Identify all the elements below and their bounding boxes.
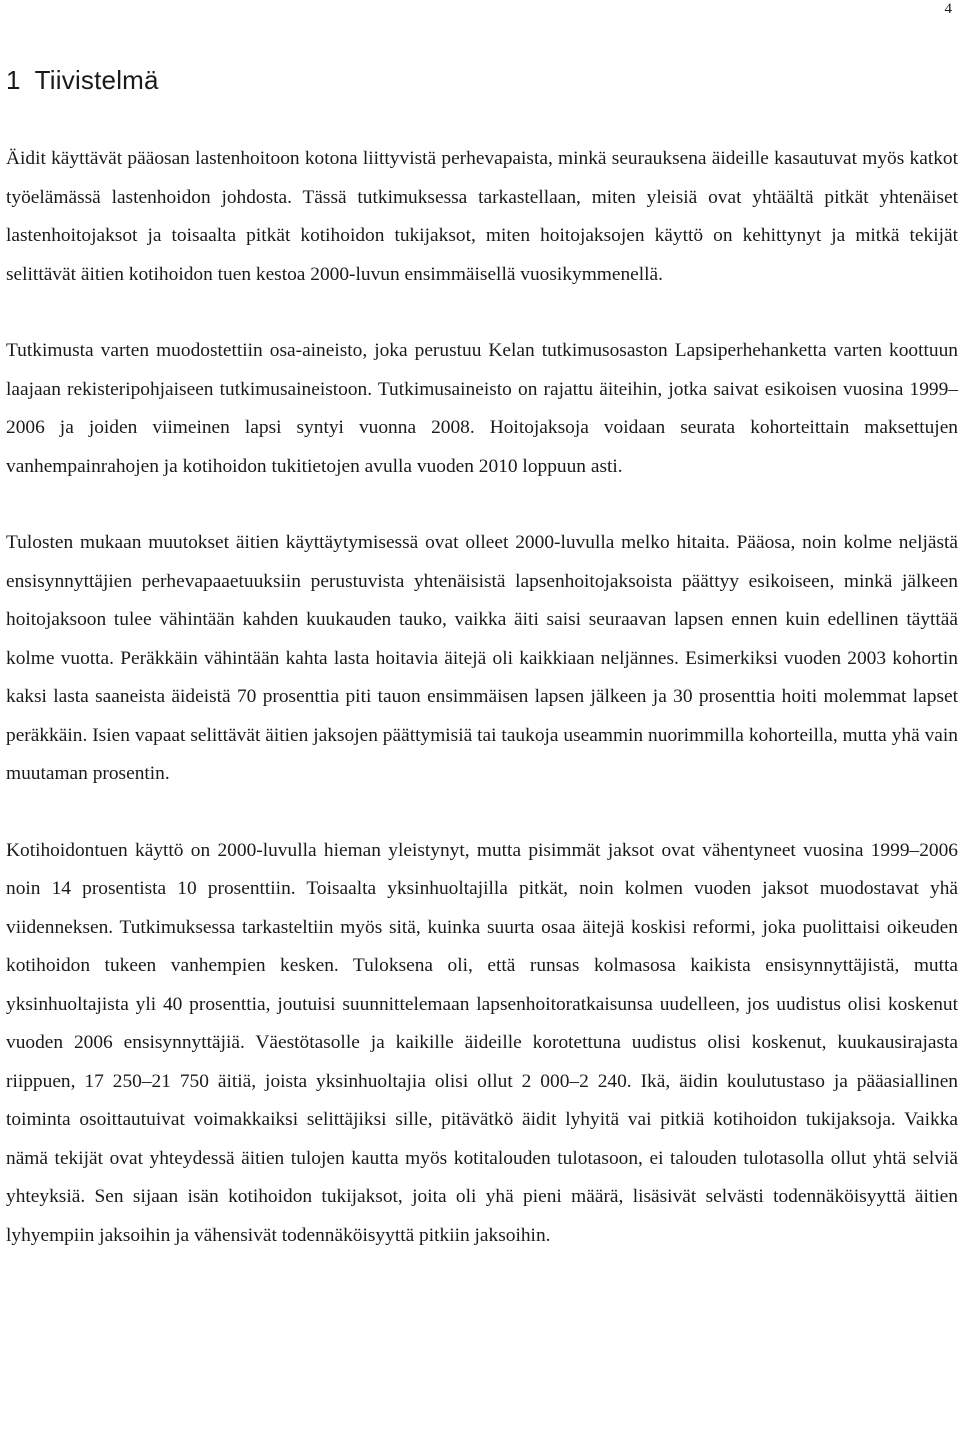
section-title: Tiivistelmä (34, 65, 159, 95)
section-heading (6, 62, 159, 98)
paragraph-intro: Äidit käyttävät pääosan lastenhoitoon kotona liittyvistä perhevapaista, minkä seurauksena äideille kasautuvat myös katkot työelämässä lastenhoidon johdosta. Tässä tutkimuksessa tarkastellaan, miten yleisiä ovat yhtäältä pitkät yhtenäiset lastenhoitojaksot ja toisaalta pitkät kotihoidon tukijaksot, miten hoitojaksojen käyttö on kehittynyt ja mitkä tekijät selittävät äitien kotihoidon tuen kestoa 2000-luvun ensimmäisellä vuosikymmenellä. (6, 148, 958, 285)
section-number: 1 (6, 65, 21, 95)
paragraph-results: Tulosten mukaan muutokset äitien käyttäytymisessä ovat olleet 2000-luvulla melko hitaita. Pääosa, noin kolme neljästä ensisynnyttäjien perhevapaaetuuksiin perustuvista yhtenäisistä lapsenhoitojaksoista päättyy esikoiseen, minkä jälkeen hoitojaksoon tulee vähintään kahden kuukauden tauko, vaikka äiti saisi seuraavan lapsen ennen kuin edellinen täyttää kolme vuotta. Peräkkäin vähintään kahta lasta hoitavia äitejä oli kaikkiaan neljännes. Esimerkiksi vuoden 2003 kohortin kaksi lasta saaneista äideistä 70 prosenttia piti tauon ensimmäisen lapsen jälkeen ja 30 prosenttia hoiti molemmat lapset peräkkäin. Isien vapaat selittävät äitien jaksojen päättymisiä tai taukoja useammin nuorimmilla kohorteilla, mutta yhä vain muutaman prosentin. (6, 532, 958, 784)
paragraph-home-care: Kotihoidontuen käyttö on 2000-luvulla hieman yleistynyt, mutta pisimmät jaksot ovat vähentyneet vuosina 1999–2006 noin 14 prosentista 10 prosenttiin. Toisaalta yksinhuoltajilla pitkät, noin kolmen vuoden jaksot muodostavat yhä viidenneksen. Tutkimuksessa tarkasteltiin myös sitä, kuinka suurta osaa äitejä koskisi reformi, joka puolittaisi oikeuden kotihoidon tukeen vanhempien kesken. Tuloksena oli, että runsas kolmasosa kaikista ensisynnyttäjistä, mutta yksinhuoltajista yli 40 prosenttia, joutuisi suunnittelemaan lapsenhoitoratkaisunsa uudelleen, jos uudistus olisi koskenut vuoden 2006 ensisynnyttäjiä. Väestötasolle ja kaikille äideille korotettuna uudistus olisi koskenut, kuukausirajasta riippuen, 17 250–21 750 äitiä, joista yksinhuoltajia olisi ollut 2 000–2 240. Ikä, äidin koulutustaso ja pääasiallinen toiminta osoittautuivat voimakkaiksi selittäjiksi sille, pitävätkö äidit lyhyitä vai pitkiä kotihoidon tukijaksoja. Vaikka nämä tekijät ovat yhteydessä äitien tulojen kautta myös kotitalouden tulotasoon, ei talouden tulotasolla ollut yhtä selviä yhteyksiä. Sen sijaan isän kotihoidon tukijaksot, joita oli yhä pieni määrä, lisäsivät selvästi todennäköisyyttä äitien lyhyempiin jaksoihin ja vähensivät todennäköisyyttä pitkiin jaksoihin. (6, 839, 958, 1246)
paragraph-data: Tutkimusta varten muodostettiin osa-aineisto, joka perustuu Kelan tutkimusosaston Lapsiperhehanketta varten koottuun laajaan rekisteripohjaiseen tutkimusaineistoon. Tutkimusaineisto on rajattu äiteihin, jotka saivat esikoisen vuosina 1999–2006 ja joiden viimeinen lapsi syntyi vuonna 2008. Hoitojaksoja voidaan seurata kohorteittain maksettujen vanhempainrahojen ja kotihoidon tukitietojen avulla vuoden 2010 loppuun asti. (6, 340, 958, 477)
page-number: 4 (944, 1, 952, 17)
abstract-body (6, 140, 958, 1293)
